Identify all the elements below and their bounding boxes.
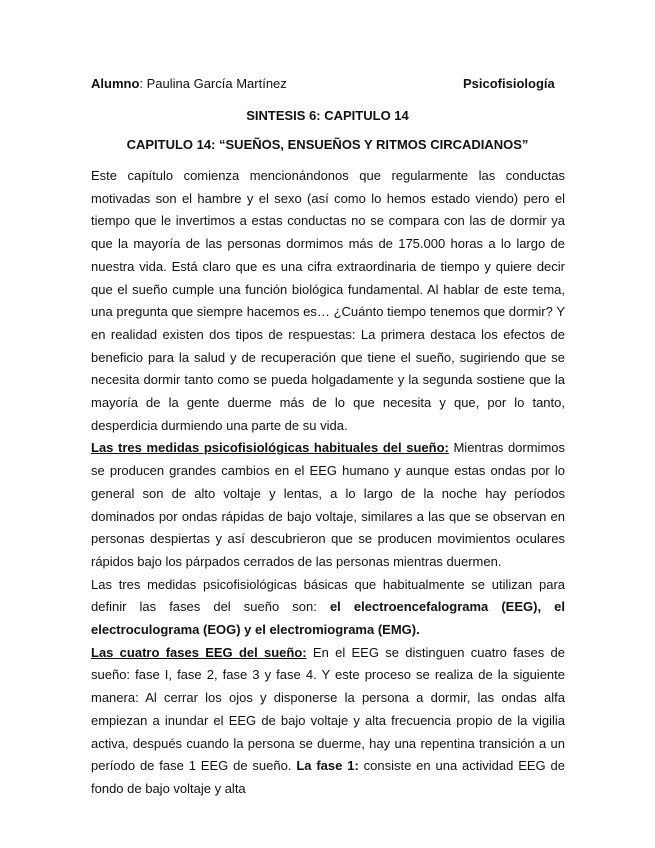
chapter-title: CAPITULO 14: “SUEÑOS, ENSUEÑOS Y RITMOS CIRCADIANOS”: [126, 137, 529, 152]
intro-paragraph: Este capítulo comienza mencionándonos que regularmente las conductas motivadas son el hambre y el sexo (así como lo hemos estado viendo) pero el tiempo que le invertimos a estas conductas no se compara con las de dormir ya que la mayoría de las personas dormimos más de 175.000 horas a lo largo de nuestra vida. Está claro que es una cifra extraordinaria de tiempo y quiere decir que el sueño cumple una función biológica fundamental. Al hablar de este tema, una pregunta que siempre hacemos es… ¿Cuánto tiempo tenemos que dormir? Y en realidad existen dos tipos de respuestas: La primera destaca los efectos de beneficio para la salud y de recuperación que tiene el sueño, sugiriendo que se necesita dormir tanto como se pueda holgadamente y la segunda sostiene que la mayoría de la gente duerme más de lo que necesita y que, por lo tanto, desperdicia durmiendo una parte de su vida.: [91, 168, 565, 433]
student-label: Alumno: [91, 76, 140, 91]
measures-text: Mientras dormimos se producen grandes cambios en el EEG humano y aunque estas ondas por lo general son de alto voltaje y lentas, a lo largo de la noche hay períodos dominados por ondas rápidas de bajo voltaje, similares a las que se observan en personas despiertas y así descubrieron que se producen movimientos oculares rápidos bajo los párpados cerrados de las personas mientras duermen.: [91, 440, 566, 569]
phases-text: En el EEG se distinguen cuatro fases de sueño: fase I, fase 2, fase 3 y fase 4. Y este proceso se realiza de la siguiente manera: Al cerrar los ojos y disponerse la persona a dormir, las ondas alfa empiezan a inundar el EEG de bajo voltaje y alta frecuencia propio de la vigilia activa, después cuando la persona se duerme, hay una repentina transición a un período de fase 1 EEG de sueño.: [91, 644, 565, 774]
document-header: [91, 76, 561, 94]
phase1-text: consiste en una actividad EEG de fondo de bajo voltaje y alta: [91, 758, 565, 796]
student-name: : Paulina García Martínez: [139, 76, 287, 91]
phases-heading: Las cuatro fases EEG del sueño:: [91, 644, 307, 660]
measures-heading: Las tres medidas psicofisiológicas habituales del sueño:: [91, 440, 449, 456]
synthesis-title: SINTESIS 6: CAPITULO 14: [246, 108, 409, 123]
measures-list-intro: Las tres medidas psicofisiológicas básicas que habitualmente se utilizan para definir las fases del sueño son:: [91, 576, 565, 615]
document-body: [91, 165, 565, 801]
measures-list-bold: el electroencefalograma (EEG), el electroculograma (EOG) y el electromiograma (EMG).: [91, 599, 566, 638]
phases-paragraph: [91, 642, 565, 801]
measures-paragraph: [91, 437, 565, 573]
student-line: [91, 76, 287, 91]
measures-list-paragraph: [91, 574, 565, 642]
subject-label: Psicofisiología: [463, 76, 555, 91]
phase1-label: La fase 1:: [296, 758, 359, 774]
